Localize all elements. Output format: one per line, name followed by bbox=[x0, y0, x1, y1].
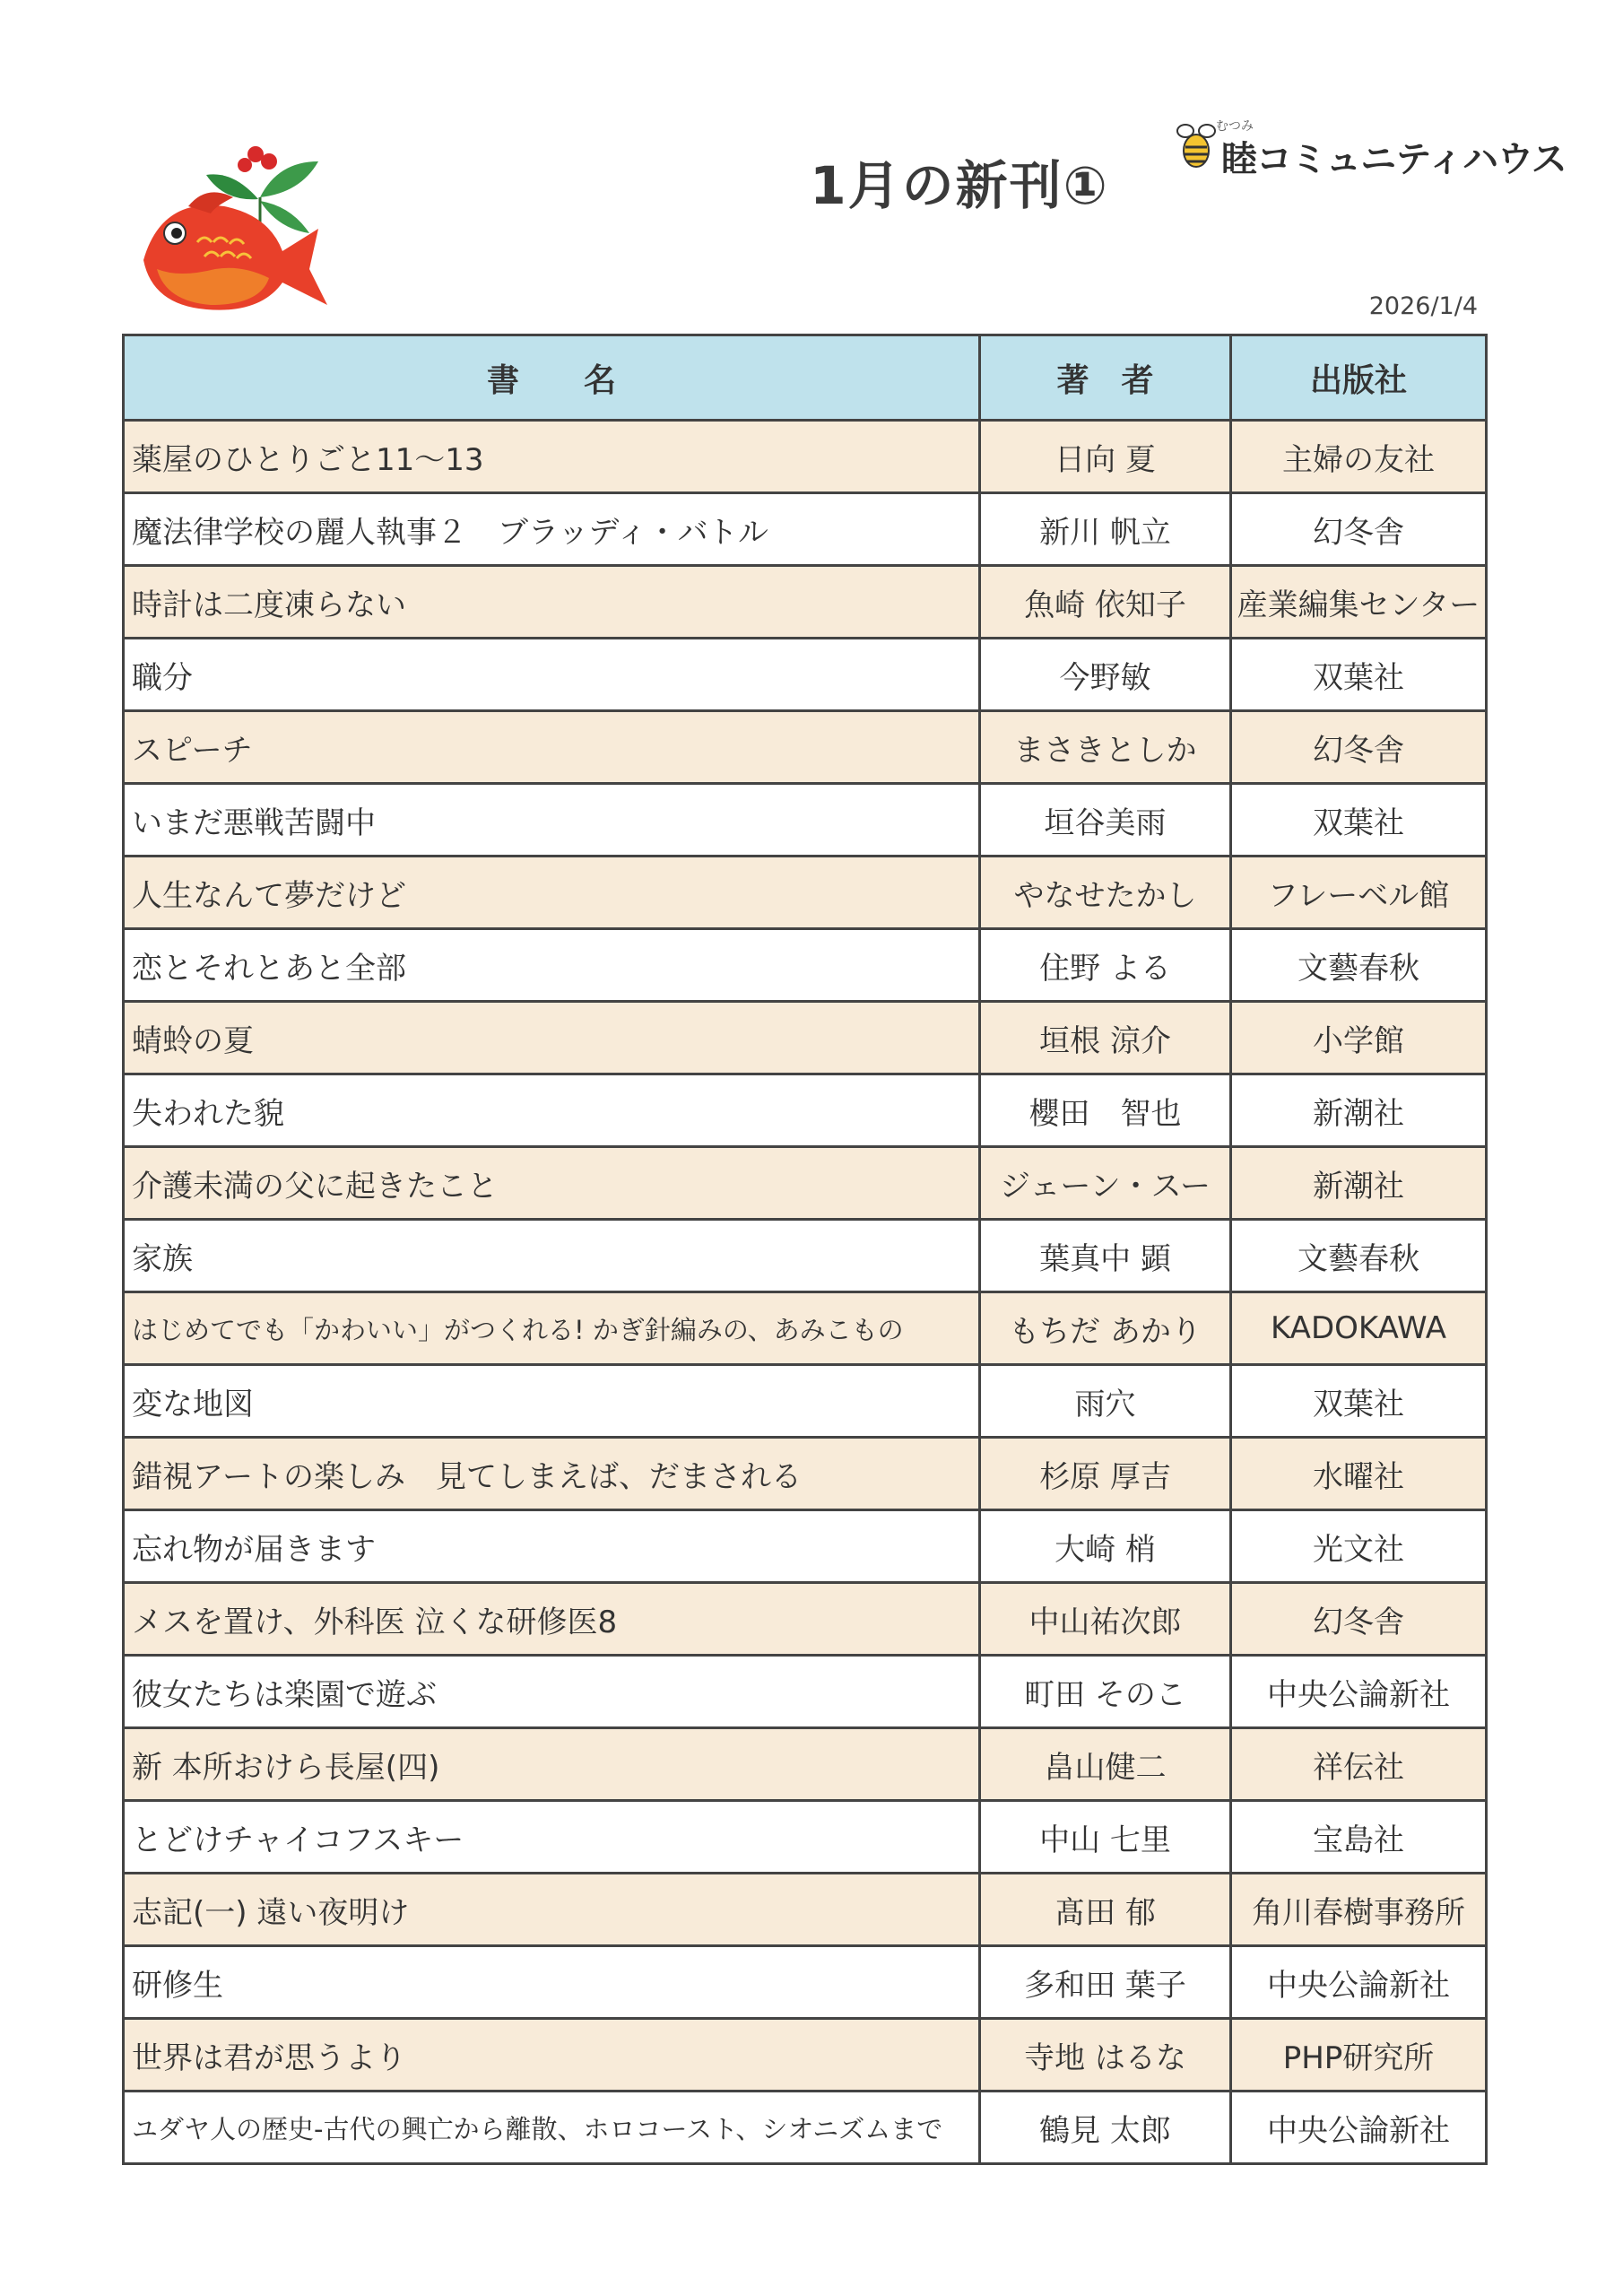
book-title-cell: 新 本所おけら長屋(四) bbox=[124, 1728, 980, 1801]
table-row bbox=[124, 1801, 1487, 1874]
book-publisher-cell: 幻冬舎 bbox=[1231, 1583, 1487, 1656]
table-row bbox=[124, 1946, 1487, 2019]
book-title-cell: 魔法律学校の麗人執事２ ブラッディ・バトル bbox=[124, 493, 980, 566]
book-title-cell: スピーチ bbox=[124, 711, 980, 784]
book-title-cell: 人生なんて夢だけど bbox=[124, 857, 980, 929]
book-publisher-cell: 主婦の友社 bbox=[1231, 421, 1487, 493]
book-title-cell: 家族 bbox=[124, 1220, 980, 1292]
book-author-cell: 畠山健二 bbox=[980, 1728, 1231, 1801]
book-publisher-cell: 双葉社 bbox=[1231, 639, 1487, 711]
book-author-cell: 大崎 梢 bbox=[980, 1510, 1231, 1583]
book-title-cell: 失われた貌 bbox=[124, 1074, 980, 1147]
organization-name: 睦コミュニティハウス bbox=[1221, 139, 1567, 180]
table-row bbox=[124, 1728, 1487, 1801]
book-title-cell: 世界は君が思うより bbox=[124, 2019, 980, 2092]
book-author-cell: ジェーン・スー bbox=[980, 1147, 1231, 1220]
table-row bbox=[124, 566, 1487, 639]
table-row bbox=[124, 1583, 1487, 1656]
column-header-publisher: 出版社 bbox=[1231, 335, 1487, 421]
table-row bbox=[124, 1147, 1487, 1220]
column-header-title: 書 名 bbox=[124, 335, 980, 421]
book-publisher-cell: 角川春樹事務所 bbox=[1231, 1874, 1487, 1946]
book-author-cell: 葉真中 顕 bbox=[980, 1220, 1231, 1292]
book-publisher-cell: 文藝春秋 bbox=[1231, 929, 1487, 1002]
book-title-cell: いまだ悪戦苦闘中 bbox=[124, 784, 980, 857]
book-publisher-cell: 祥伝社 bbox=[1231, 1728, 1487, 1801]
book-publisher-cell: 宝島社 bbox=[1231, 1801, 1487, 1874]
table-row bbox=[124, 1365, 1487, 1438]
book-author-cell: 杉原 厚吉 bbox=[980, 1438, 1231, 1510]
book-author-cell: 鶴見 太郎 bbox=[980, 2092, 1231, 2164]
book-author-cell: 寺地 はるな bbox=[980, 2019, 1231, 2092]
book-title-cell: 蜻蛉の夏 bbox=[124, 1002, 980, 1074]
book-author-cell: 魚崎 依知子 bbox=[980, 566, 1231, 639]
table-row bbox=[124, 1220, 1487, 1292]
book-publisher-cell: 中央公論新社 bbox=[1231, 2092, 1487, 2164]
book-author-cell: 多和田 葉子 bbox=[980, 1946, 1231, 2019]
book-author-cell: 雨穴 bbox=[980, 1365, 1231, 1438]
book-author-cell: やなせたかし bbox=[980, 857, 1231, 929]
book-publisher-cell: 水曜社 bbox=[1231, 1438, 1487, 1510]
table-row bbox=[124, 929, 1487, 1002]
book-title-cell: ユダヤ人の歴史-古代の興亡から離散、ホロコースト、シオニズムまで bbox=[124, 2092, 980, 2164]
organization-logo bbox=[1175, 115, 1567, 187]
table-row bbox=[124, 1510, 1487, 1583]
book-publisher-cell: 新潮社 bbox=[1231, 1074, 1487, 1147]
new-books-table bbox=[122, 334, 1488, 2165]
book-title-cell: 介護未満の父に起きたこと bbox=[124, 1147, 980, 1220]
book-title-cell: 薬屋のひとりごと11～13 bbox=[124, 421, 980, 493]
book-publisher-cell: KADOKAWA bbox=[1231, 1292, 1487, 1365]
book-publisher-cell: 幻冬舎 bbox=[1231, 711, 1487, 784]
book-author-cell: 櫻田 智也 bbox=[980, 1074, 1231, 1147]
column-header-author: 著 者 bbox=[980, 335, 1231, 421]
table-row bbox=[124, 711, 1487, 784]
table-row bbox=[124, 421, 1487, 493]
page-title: 1月の新刊① bbox=[810, 155, 1109, 216]
table-header-row bbox=[124, 335, 1487, 421]
issue-date: 2026/1/4 bbox=[1368, 292, 1478, 320]
book-publisher-cell: 産業編集センター bbox=[1231, 566, 1487, 639]
book-author-cell: 髙田 郁 bbox=[980, 1874, 1231, 1946]
book-author-cell: 垣谷美雨 bbox=[980, 784, 1231, 857]
table-row bbox=[124, 2019, 1487, 2092]
book-title-cell: 忘れ物が届きます bbox=[124, 1510, 980, 1583]
table-row bbox=[124, 1438, 1487, 1510]
table-row bbox=[124, 857, 1487, 929]
book-publisher-cell: フレーベル館 bbox=[1231, 857, 1487, 929]
book-author-cell: まさきとしか bbox=[980, 711, 1231, 784]
book-title-cell: とどけチャイコフスキー bbox=[124, 1801, 980, 1874]
book-publisher-cell: 文藝春秋 bbox=[1231, 1220, 1487, 1292]
book-author-cell: もちだ あかり bbox=[980, 1292, 1231, 1365]
book-publisher-cell: 新潮社 bbox=[1231, 1147, 1487, 1220]
book-publisher-cell: 幻冬舎 bbox=[1231, 493, 1487, 566]
book-title-cell: 職分 bbox=[124, 639, 980, 711]
table-row bbox=[124, 1874, 1487, 1946]
book-title-cell: 錯視アートの楽しみ 見てしまえば、だまされる bbox=[124, 1438, 980, 1510]
book-title-cell: 研修生 bbox=[124, 1946, 980, 2019]
table-row bbox=[124, 639, 1487, 711]
book-publisher-cell: PHP研究所 bbox=[1231, 2019, 1487, 2092]
book-publisher-cell: 光文社 bbox=[1231, 1510, 1487, 1583]
book-title-cell: 恋とそれとあと全部 bbox=[124, 929, 980, 1002]
table-row bbox=[124, 1002, 1487, 1074]
book-author-cell: 今野敏 bbox=[980, 639, 1231, 711]
book-publisher-cell: 双葉社 bbox=[1231, 784, 1487, 857]
book-publisher-cell: 中央公論新社 bbox=[1231, 1656, 1487, 1728]
book-publisher-cell: 中央公論新社 bbox=[1231, 1946, 1487, 2019]
book-author-cell: 住野 よる bbox=[980, 929, 1231, 1002]
book-title-cell: 時計は二度凍らない bbox=[124, 566, 980, 639]
table-row bbox=[124, 2092, 1487, 2164]
table-row bbox=[124, 1074, 1487, 1147]
book-author-cell: 新川 帆立 bbox=[980, 493, 1231, 566]
book-title-cell: 彼女たちは楽園で遊ぶ bbox=[124, 1656, 980, 1728]
book-author-cell: 中山 七里 bbox=[980, 1801, 1231, 1874]
book-author-cell: 日向 夏 bbox=[980, 421, 1231, 493]
book-author-cell: 中山祐次郎 bbox=[980, 1583, 1231, 1656]
book-publisher-cell: 双葉社 bbox=[1231, 1365, 1487, 1438]
book-author-cell: 垣根 涼介 bbox=[980, 1002, 1231, 1074]
book-title-cell: はじめてでも「かわいい」がつくれる! かぎ針編みの、あみこもの bbox=[124, 1292, 980, 1365]
table-row bbox=[124, 493, 1487, 566]
table-row bbox=[124, 784, 1487, 857]
book-author-cell: 町田 そのこ bbox=[980, 1656, 1231, 1728]
book-title-cell: メスを置け、外科医 泣くな研修医8 bbox=[124, 1583, 980, 1656]
book-title-cell: 志記(一) 遠い夜明け bbox=[124, 1874, 980, 1946]
book-publisher-cell: 小学館 bbox=[1231, 1002, 1487, 1074]
organization-ruby: むつみ bbox=[1216, 119, 1254, 134]
table-row bbox=[124, 1292, 1487, 1365]
book-title-cell: 変な地図 bbox=[124, 1365, 980, 1438]
table-row bbox=[124, 1656, 1487, 1728]
bee-mascot-icon bbox=[1175, 120, 1218, 174]
